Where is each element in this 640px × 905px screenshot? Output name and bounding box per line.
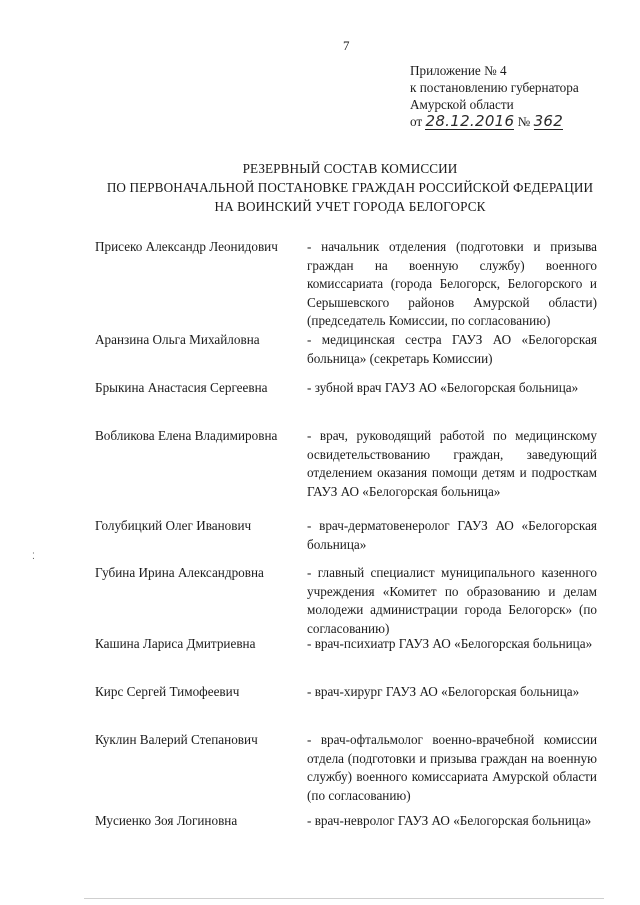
appendix-date-line [410,113,579,130]
title-line-1: РЕЗЕРВНЫЙ СОСТАВ КОМИССИИ [242,161,458,176]
member-role: - врач-психиатр ГАУЗ АО «Белогорская больница» [307,636,593,651]
scan-margin-mark: ⁚ [32,551,35,561]
title-line-2: ПО ПЕРВОНАЧАЛЬНОЙ ПОСТАНОВКЕ ГРАЖДАН РОССИЙСКОЙ ФЕДЕРАЦИИ [106,180,594,195]
member-role: - начальник отделения (подготовки и призыва граждан на военную службу) военного комиссариата (города Белогорск, Белогорского и Серышевского районов Амурской области) (председатель Комиссии, по согласованию) [307,239,597,328]
member-role: - зубной врач ГАУЗ АО «Белогорская больница» [307,380,579,395]
date-prefix: от [410,114,423,129]
title-line-3: НА ВОИНСКИЙ УЧЕТ ГОРОДА БЕЛОГОРСК [214,199,486,214]
member-name: Кашина Лариса Дмитриевна [95,636,256,651]
appendix-header [410,62,579,130]
member-role: - врач-хирург ГАУЗ АО «Белогорская больница» [307,684,580,699]
member-name: Брыкина Анастасия Сергеевна [95,380,268,395]
appendix-line-2: к постановлению губернатора [410,80,579,95]
member-role: - врач-невролог ГАУЗ АО «Белогорская больница» [307,813,592,828]
member-role: - врач-офтальмолог военно-врачебной комиссии отдела (подготовки и призыва граждан на военную службу) военного комиссариата Амурской области (по согласованию) [307,732,597,803]
member-name: Голубицкий Олег Иванович [95,518,252,533]
appendix-line-3: Амурской области [410,97,514,112]
member-name: Присеко Александр Леонидович [95,239,278,254]
member-role: - врач-дерматовенеролог ГАУЗ АО «Белогорская больница» [307,518,597,552]
handwritten-number: 362 [533,112,564,130]
document-title [60,159,640,216]
member-name: Кирс Сергей Тимофеевич [95,684,240,699]
member-role: - главный специалист муниципального казенного учреждения «Комитет по образованию и делам молодежи администрации города Белогорск» (по согласованию) [307,565,597,636]
handwritten-date: 28.12.2016 [425,112,515,130]
member-name: Губина Ирина Александровна [95,565,264,580]
member-name: Вобликова Елена Владимировна [95,428,278,443]
member-role: - врач, руководящий работой по медицинскому освидетельствованию граждан, заведующий отделением оказания помощи детям и подросткам ГАУЗ АО «Белогорская больница» [307,428,597,499]
member-name: Мусиенко Зоя Логиновна [95,813,238,828]
bottom-rule [84,898,604,899]
appendix-line-1: Приложение № 4 [410,63,507,78]
member-name: Аранзина Ольга Михайловна [95,332,260,347]
member-role: - медицинская сестра ГАУЗ АО «Белогорская больница» (секретарь Комиссии) [307,332,597,366]
number-prefix: № [517,114,531,129]
member-name: Куклин Валерий Степанович [95,732,258,747]
page-number: 7 [343,38,350,53]
